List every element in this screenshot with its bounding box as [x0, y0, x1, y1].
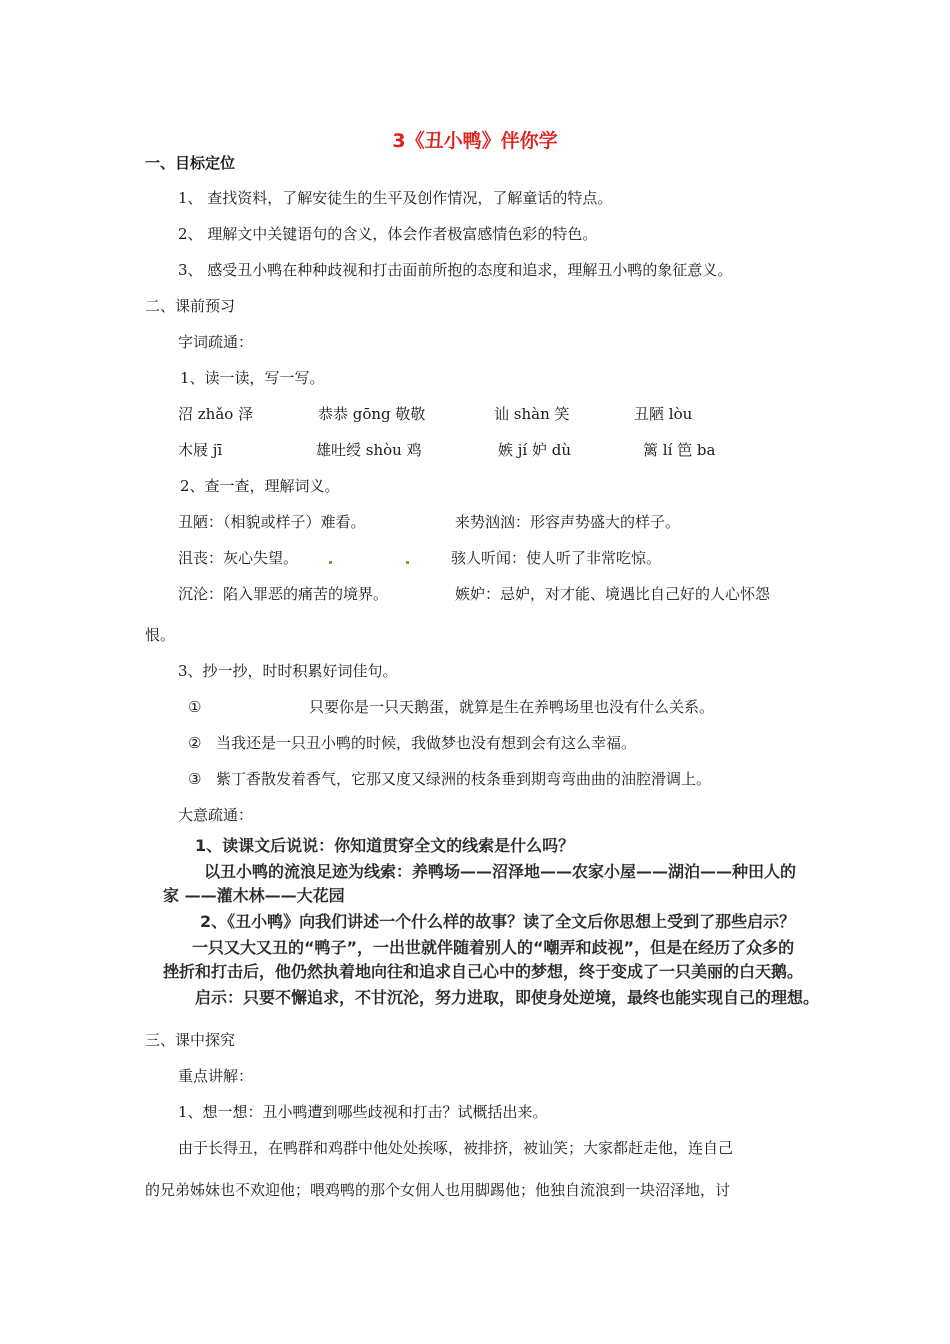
- gist-answer-1: 以丑小鸭的流浪足迹为线索：养鸭场——沼泽地——农家小屋——湖泊——种田人的: [204, 862, 797, 881]
- goal-item-1: 1、 查找资料，了解安徒生的生平及创作情况，了解童话的特点。: [178, 189, 613, 207]
- definition-item: 来势汹汹：形容声势盛大的样子。: [455, 513, 681, 531]
- word-item: 雄吐绶 shòu 鸡: [316, 441, 422, 459]
- word-item: 篱 lí 笆 ba: [643, 441, 716, 459]
- word-item: 丑陋 lòu: [634, 405, 693, 423]
- section-heading-explore: 三、课中探究: [145, 1031, 236, 1049]
- explore-question-1: 1、想一想：丑小鸭遭到哪些歧视和打击？试概括出来。: [178, 1103, 548, 1121]
- gist-title: 大意疏通：: [178, 806, 254, 824]
- sentence-text: 紫丁香散发着香气，它那又度又绿洲的枝条垂到期弯弯曲曲的油腔滑调上。: [216, 770, 712, 788]
- definition-wrap: 恨。: [145, 626, 176, 644]
- explore-answer-1: 由于长得丑，在鸭群和鸡群中他处处挨啄，被排挤，被讪笑；大家都赶走他，连自己: [178, 1139, 734, 1157]
- definition-item: 沮丧：灰心失望。: [178, 549, 299, 567]
- word-item: 沼 zhǎo 泽: [178, 405, 254, 423]
- explore-answer-1-cont: 的兄弟姊妹也不欢迎他；喂鸡鸭的那个女佣人也用脚踢他；他独自流浪到一块沼泽地，讨: [145, 1181, 731, 1199]
- goal-item-2: 2、 理解文中关键语句的含义，体会作者极富感情色彩的特色。: [178, 225, 598, 243]
- section-heading-preview: 二、课前预习: [145, 297, 236, 315]
- word-item: 恭恭 gōng 敬敬: [318, 405, 426, 423]
- goal-item-3: 3、 感受丑小鸭在种种歧视和打击面前所抱的态度和追求，理解丑小鸭的象征意义。: [178, 261, 733, 279]
- key-points-subheading: 重点讲解：: [178, 1067, 254, 1085]
- gist-answer-1-cont: 家 ——灌木林——大花园: [163, 886, 345, 905]
- section-heading-goals: 一、目标定位: [145, 154, 236, 172]
- read-write-title: 1、读一读，写一写。: [180, 369, 325, 387]
- sentence-text: 只要你是一只天鹅蛋，就算是生在养鸭场里也没有什么关系。: [309, 698, 715, 716]
- sentence-number: ②: [188, 734, 202, 752]
- decorative-dot: [406, 561, 409, 564]
- decorative-dot: [329, 561, 332, 564]
- definition-item: 丑陋：（相貌或样子）难看。: [178, 513, 366, 531]
- gist-answer-2-cont: 挫折和打击后，他仍然执着地向往和追求自己心中的梦想，终于变成了一只美丽的白天鹅。: [163, 962, 804, 981]
- definition-item: 沉沦：陷入罪恶的痛苦的境界。: [178, 585, 389, 603]
- vocab-subheading: 字词疏通：: [178, 333, 254, 351]
- gist-question-1: 1、读课文后说说：你知道贯穿全文的线索是什么吗？: [195, 836, 575, 855]
- gist-inspiration: 启示：只要不懈追求，不甘沉沦，努力进取，即使身处逆境，最终也能实现自己的理想。: [195, 988, 820, 1007]
- gist-answer-2: 一只又大又丑的“鸭子”，一出世就伴随着别人的“嘲弄和歧视”，但是在经历了众多的: [192, 938, 795, 957]
- gist-question-2: 2、《丑小鸭》向我们讲述一个什么样的故事？读了全文后你思想上受到了那些启示？: [200, 912, 796, 931]
- sentence-number: ③: [188, 770, 202, 788]
- sentence-text: 当我还是一只丑小鸭的时候，我做梦也没有想到会有这么幸福。: [216, 734, 637, 752]
- word-item: 嫉 jí 妒 dù: [498, 441, 572, 459]
- lookup-title: 2、查一查，理解词义。: [180, 477, 340, 495]
- sentence-number: ①: [188, 698, 202, 716]
- word-item: 讪 shàn 笑: [494, 405, 570, 423]
- definition-item: 嫉妒：忌妒，对才能、境遇比自己好的人心怀怨: [455, 585, 771, 603]
- page-title: 3《丑小鸭》伴你学: [392, 130, 558, 152]
- word-item: 木屐 jī: [178, 441, 223, 459]
- definition-item: 骇人听闻：使人听了非常吃惊。: [451, 549, 662, 567]
- copy-title: 3、抄一抄，时时积累好词佳句。: [178, 662, 398, 680]
